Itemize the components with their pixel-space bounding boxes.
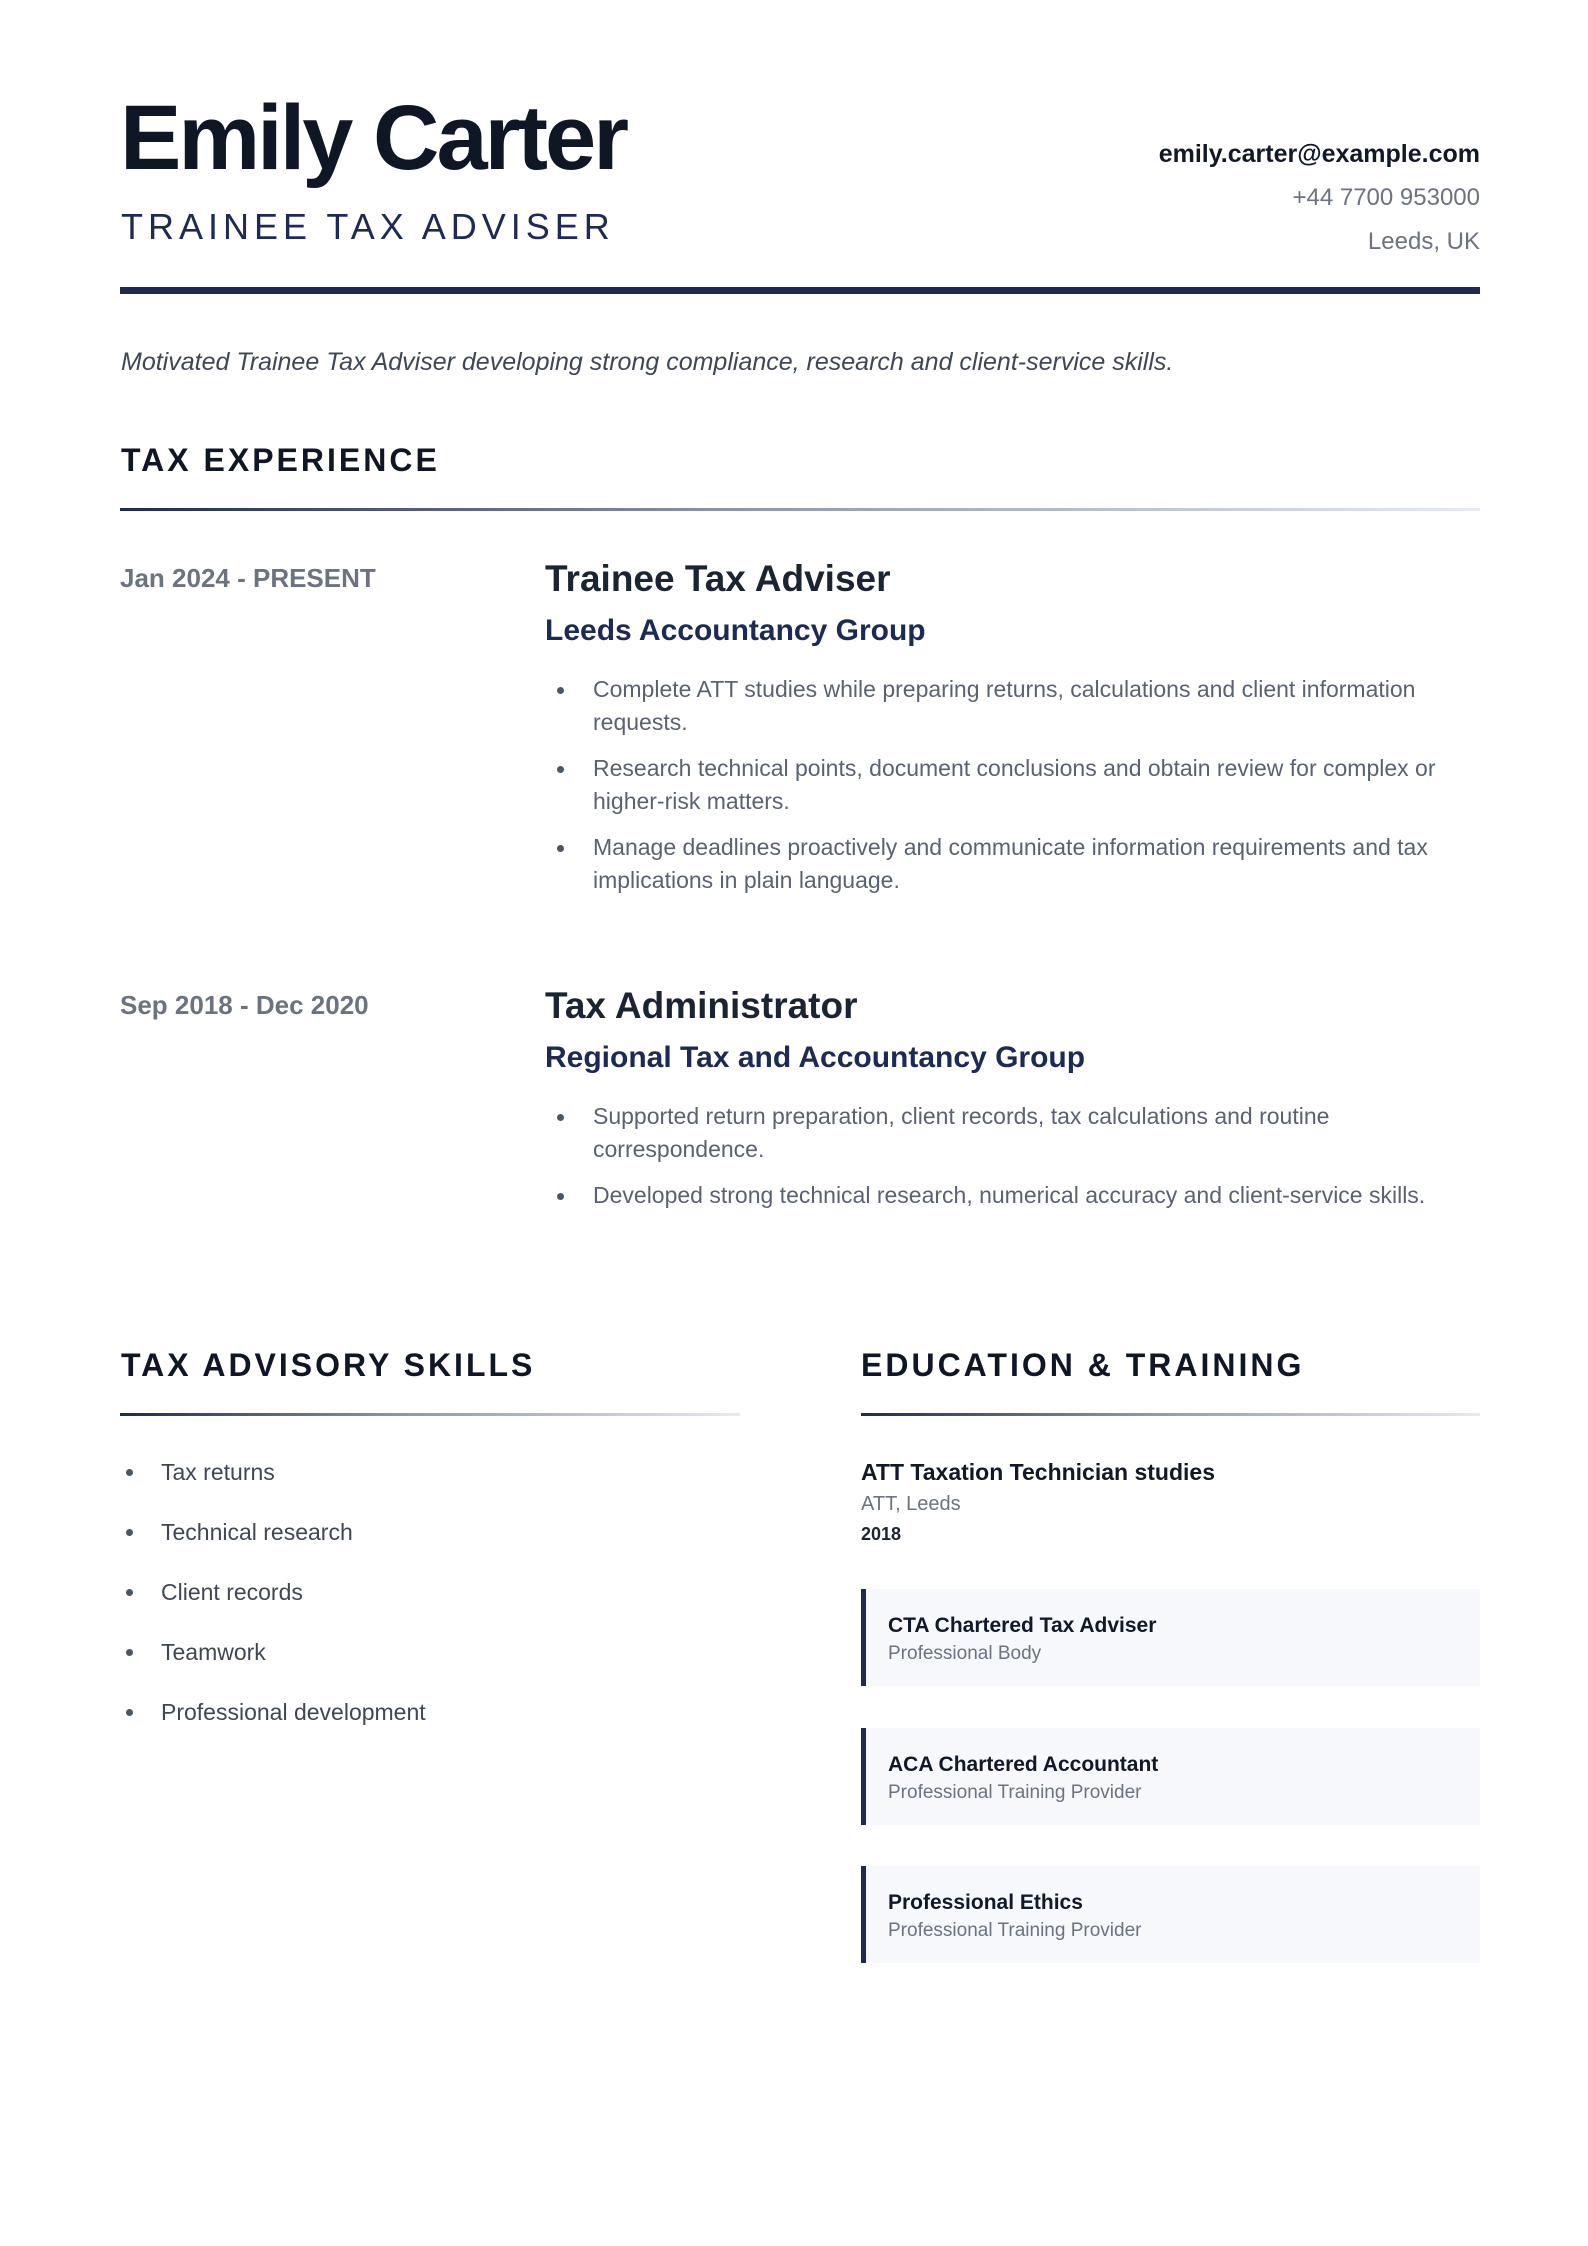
certification-card: [861, 1728, 1480, 1825]
education-institution: ATT, Leeds: [861, 1493, 961, 1515]
certification-issuer: Professional Training Provider: [888, 1920, 1142, 1941]
contact-block: [1159, 132, 1480, 264]
header-divider: [120, 287, 1480, 294]
job-bullets: [545, 673, 1480, 897]
job-bullet: Manage deadlines proactively and communicate information requirements and tax implications in plain language.: [545, 831, 1480, 897]
experience-divider: [120, 508, 1480, 511]
certification-title: ACA Chartered Accountant: [888, 1753, 1159, 1776]
education-year: 2018: [861, 1524, 902, 1544]
job-title: Trainee Tax Adviser: [545, 558, 891, 599]
profile-summary: Motivated Trainee Tax Adviser developing strong compliance, research and client-service skills.: [121, 348, 1174, 376]
certification-card: [861, 1589, 1480, 1686]
skills-list: [120, 1456, 426, 1756]
job-bullet: Supported return preparation, client records, tax calculations and routine correspondence.: [545, 1100, 1480, 1166]
contact-phone: +44 7700 953000: [1292, 184, 1480, 211]
education-divider: [861, 1413, 1480, 1416]
education-section-title: EDUCATION & TRAINING: [861, 1347, 1305, 1383]
education-title: ATT Taxation Technician studies: [861, 1459, 1215, 1485]
skill-item: Tax returns: [120, 1456, 426, 1488]
education-entry: [861, 1456, 1215, 1548]
skills-section-title: TAX ADVISORY SKILLS: [121, 1347, 536, 1383]
candidate-role: TRAINEE TAX ADVISER: [121, 206, 615, 247]
skill-item: Technical research: [120, 1516, 426, 1548]
candidate-name: Emily Carter: [120, 87, 627, 189]
skill-item: Professional development: [120, 1696, 426, 1728]
contact-email[interactable]: emily.carter@example.com: [1158, 140, 1480, 168]
job-company: Regional Tax and Accountancy Group: [545, 1041, 1086, 1074]
certification-issuer: Professional Body: [888, 1643, 1042, 1664]
job-title: Tax Administrator: [545, 985, 858, 1026]
certification-title: CTA Chartered Tax Adviser: [888, 1614, 1157, 1637]
skill-item: Teamwork: [120, 1636, 426, 1668]
skill-item: Client records: [120, 1576, 426, 1608]
experience-section-title: TAX EXPERIENCE: [121, 442, 440, 478]
job-details: [545, 982, 1480, 1225]
job-bullet: Research technical points, document conclusions and obtain review for complex or higher-risk matters.: [545, 752, 1480, 818]
skills-divider: [120, 1413, 740, 1416]
job-bullets: [545, 1100, 1480, 1212]
job-details: [545, 555, 1480, 910]
job-dates: Jan 2024 - PRESENT: [120, 563, 376, 593]
certification-issuer: Professional Training Provider: [888, 1782, 1142, 1803]
job-dates: Sep 2018 - Dec 2020: [120, 990, 369, 1020]
certification-card: [861, 1866, 1480, 1963]
certification-title: Professional Ethics: [888, 1891, 1083, 1914]
job-bullet: Developed strong technical research, numerical accuracy and client-service skills.: [545, 1179, 1480, 1212]
job-bullet: Complete ATT studies while preparing returns, calculations and client information requests.: [545, 673, 1480, 739]
job-company: Leeds Accountancy Group: [545, 614, 926, 647]
contact-location: Leeds, UK: [1367, 228, 1480, 255]
